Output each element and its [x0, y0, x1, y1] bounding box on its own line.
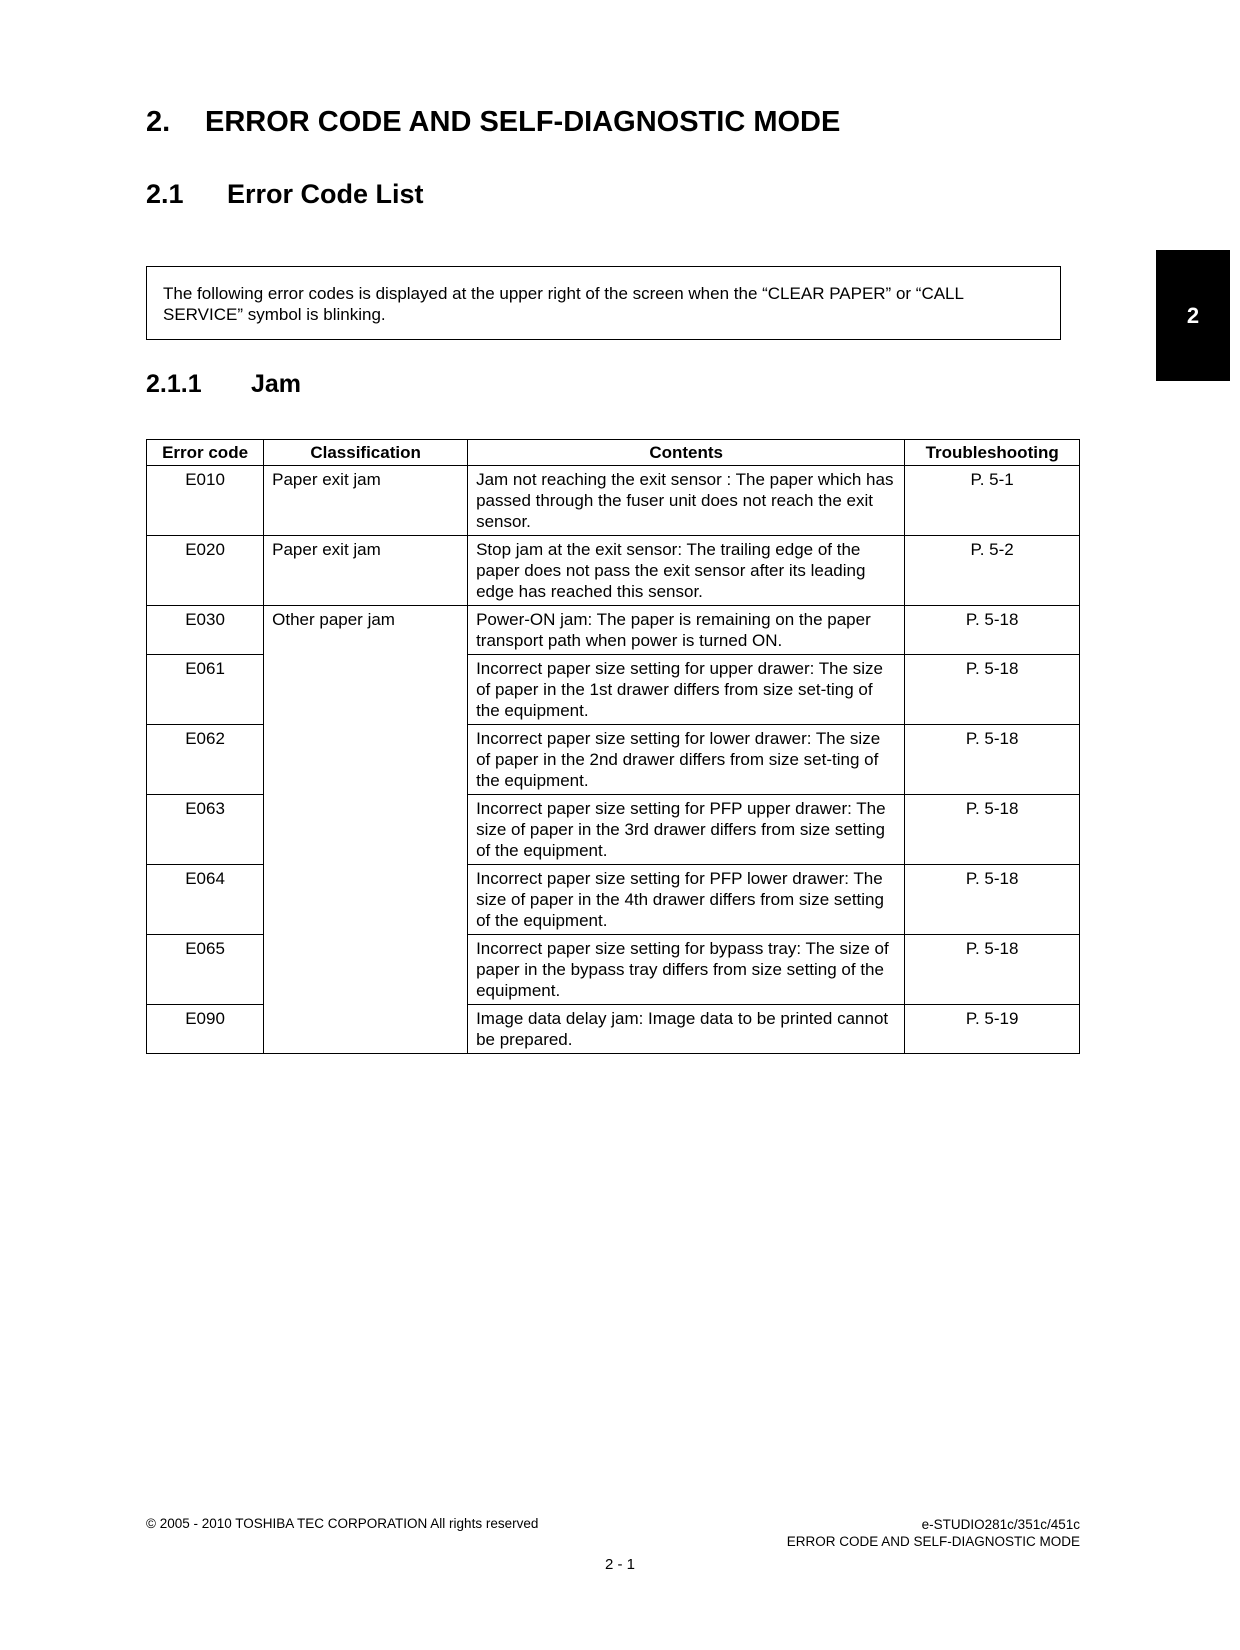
section-number: 2.1	[146, 179, 184, 209]
troubleshooting-ref: P. 5-18	[905, 655, 1080, 725]
contents: Stop jam at the exit sensor: The trailing edge of the paper does not pass the exit sensor after its leading edge has reached this sensor.	[468, 536, 905, 606]
classification: Paper exit jam	[264, 466, 468, 536]
header-classification: Classification	[264, 440, 468, 466]
chapter-tab: 2	[1156, 250, 1230, 381]
troubleshooting-ref: P. 5-1	[905, 466, 1080, 536]
troubleshooting-ref: P. 5-19	[905, 1005, 1080, 1054]
chapter-number: 2.	[146, 106, 171, 138]
contents: Image data delay jam: Image data to be printed cannot be prepared.	[468, 1005, 905, 1054]
subsection-heading	[146, 370, 301, 399]
table-header-row	[147, 440, 1080, 466]
footer-model: e-STUDIO281c/351c/451c	[921, 1517, 1080, 1532]
error-code: E030	[147, 606, 264, 655]
troubleshooting-ref: P. 5-18	[905, 795, 1080, 865]
contents: Incorrect paper size setting for PFP upper drawer: The size of paper in the 3rd drawer differs from size setting of the equipment.	[468, 795, 905, 865]
subsection-number: 2.1.1	[146, 370, 202, 398]
header-contents: Contents	[468, 440, 905, 466]
footer-section: ERROR CODE AND SELF-DIAGNOSTIC MODE	[786, 1534, 1080, 1549]
error-code: E061	[147, 655, 264, 725]
troubleshooting-ref: P. 5-18	[905, 865, 1080, 935]
error-code: E064	[147, 865, 264, 935]
contents: Incorrect paper size setting for lower drawer: The size of paper in the 2nd drawer differs from size set-ting of the equipment.	[468, 725, 905, 795]
header-troubleshooting: Troubleshooting	[905, 440, 1080, 466]
jam-error-table	[146, 439, 1080, 1054]
subsection-title: Jam	[251, 370, 302, 398]
page-number: 2 - 1	[604, 1556, 635, 1573]
error-code: E010	[147, 466, 264, 536]
error-code: E063	[147, 795, 264, 865]
contents: Incorrect paper size setting for PFP lower drawer: The size of paper in the 4th drawer differs from size setting of the equipment.	[468, 865, 905, 935]
error-code: E090	[147, 1005, 264, 1054]
table-row	[147, 536, 1080, 606]
contents: Incorrect paper size setting for upper drawer: The size of paper in the 1st drawer differs from size set-ting of the equipment.	[468, 655, 905, 725]
chapter-heading	[146, 106, 840, 139]
troubleshooting-ref: P. 5-18	[905, 935, 1080, 1005]
note-box: The following error codes is displayed at the upper right of the screen when the “CLEAR PAPER” or “CALL SERVICE” symbol is blinking.	[146, 266, 1061, 340]
error-code: E065	[147, 935, 264, 1005]
classification: Paper exit jam	[264, 536, 468, 606]
section-heading	[146, 179, 424, 210]
footer-right	[787, 1516, 1080, 1550]
troubleshooting-ref: P. 5-2	[905, 536, 1080, 606]
error-code: E062	[147, 725, 264, 795]
contents: Incorrect paper size setting for bypass tray: The size of paper in the bypass tray differs from size setting of the equipment.	[468, 935, 905, 1005]
header-error-code: Error code	[147, 440, 264, 466]
contents: Power-ON jam: The paper is remaining on the paper transport path when power is turned ON.	[468, 606, 905, 655]
table-row	[147, 606, 1080, 655]
contents: Jam not reaching the exit sensor : The paper which has passed through the fuser unit does not reach the exit sensor.	[468, 466, 905, 536]
classification: Other paper jam	[264, 606, 468, 1054]
troubleshooting-ref: P. 5-18	[905, 725, 1080, 795]
section-title: Error Code List	[227, 179, 424, 209]
error-code: E020	[147, 536, 264, 606]
troubleshooting-ref: P. 5-18	[905, 606, 1080, 655]
footer-copyright: © 2005 - 2010 TOSHIBA TEC CORPORATION All rights reserved	[146, 1516, 539, 1531]
chapter-title: ERROR CODE AND SELF-DIAGNOSTIC MODE	[205, 106, 841, 138]
table-row	[147, 466, 1080, 536]
